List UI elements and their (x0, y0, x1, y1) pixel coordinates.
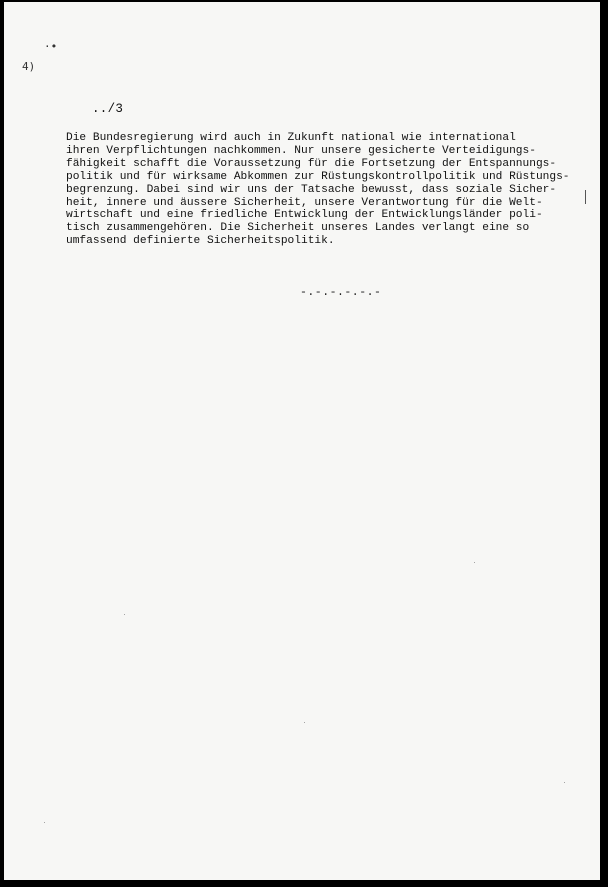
paragraph-line: heit, innere und äussere Sicherheit, unsere Verantwortung für die Welt- (66, 196, 543, 209)
end-of-text-mark: -.-.-.-.-.- (300, 286, 382, 299)
paragraph-line: wirtschaft und eine friedliche Entwicklung der Entwicklungsländer poli- (66, 209, 543, 222)
scan-speck (474, 562, 475, 563)
paragraph-line: fähigkeit schafft die Voraussetzung für die Fortsetzung der Entspannungs- (66, 157, 557, 170)
paragraph-line: tisch zusammengehören. Die Sicherheit unseres Landes verlangt eine so (66, 222, 530, 235)
paragraph-line: ihren Verpflichtungen nachkommen. Nur unsere gesicherte Verteidigungs- (66, 144, 536, 157)
margin-tick-mark (585, 190, 586, 204)
scan-speck (44, 822, 45, 823)
document-page (4, 2, 600, 880)
paragraph-line: begrenzung. Dabei sind wir uns der Tatsache bewusst, dass soziale Sicher- (66, 183, 557, 196)
margin-mark-side: 4) (22, 60, 36, 73)
scan-speck (124, 614, 125, 615)
page-reference: ../3 (92, 102, 124, 116)
scan-speck (304, 722, 305, 723)
scan-speck (564, 782, 565, 783)
margin-mark-top: ·• (44, 40, 58, 53)
body-paragraph (66, 132, 596, 248)
paragraph-line: Die Bundesregierung wird auch in Zukunft national wie international (66, 132, 516, 144)
paragraph-line: umfassend definierte Sicherheitspolitik. (66, 235, 335, 248)
paragraph-line: politik und für wirksame Abkommen zur Rüstungskontrollpolitik und Rüstungs- (66, 170, 570, 183)
